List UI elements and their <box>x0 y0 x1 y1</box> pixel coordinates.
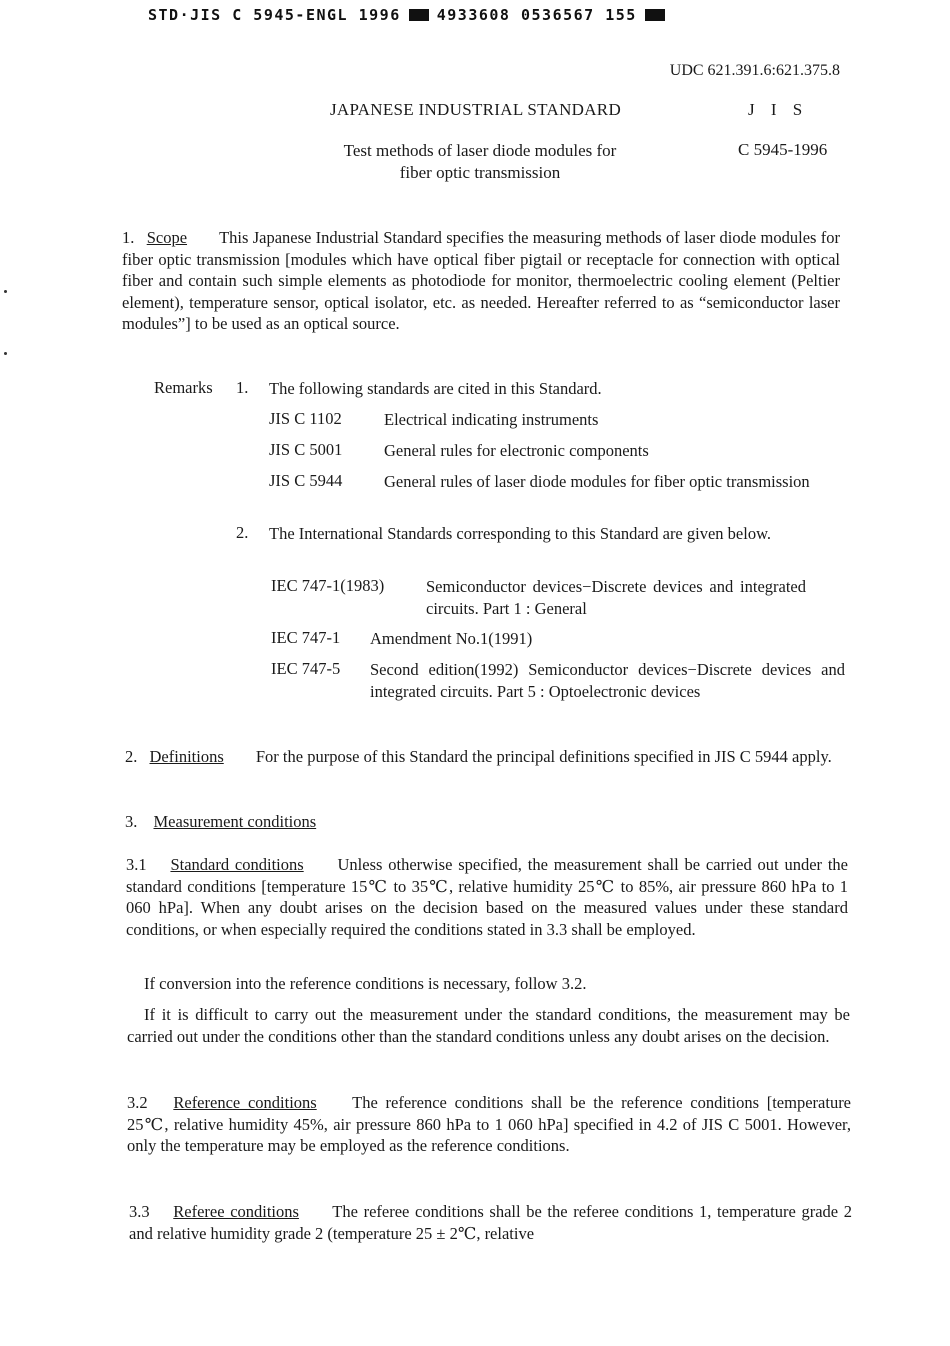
cited-standard-code: JIS C 5944 <box>269 471 343 490</box>
catalog-header <box>148 6 665 24</box>
standard-conditions-section <box>126 854 848 940</box>
definitions-text: For the purpose of this Standard the principal definitions specified in JIS C 5944 apply. <box>255 747 832 766</box>
measurement-number: 3. <box>125 812 138 831</box>
scope-heading: Scope <box>146 228 188 247</box>
definitions-section <box>125 746 845 768</box>
cited-standard-code: JIS C 5001 <box>269 440 343 459</box>
remarks-label: Remarks <box>154 378 213 397</box>
catalog-code: STD·JIS C 5945-ENGL 1996 <box>148 6 401 24</box>
s31-conversion-paragraph: If conversion into the reference conditions is necessary, follow 3.2. <box>144 974 587 993</box>
iec-standard-title: Semiconductor devices−Discrete devices and integrated circuits. Part 1 : General <box>426 577 806 618</box>
iec-standard-title: Amendment No.1(1991) <box>370 629 533 648</box>
document-code: C 5945-1996 <box>738 140 828 159</box>
remark-1-number: 1. <box>236 378 249 397</box>
udc-number: UDC 621.391.6:621.375.8 <box>669 62 840 79</box>
document-title <box>300 140 660 184</box>
definitions-number: 2. <box>125 747 138 766</box>
s31-number: 3.1 <box>126 855 147 874</box>
barcode-block-left <box>409 9 429 21</box>
cited-standard-title: Electrical indicating instruments <box>384 410 599 429</box>
s33-heading: Referee conditions <box>173 1202 299 1221</box>
s33-number: 3.3 <box>129 1202 150 1221</box>
standard-title: JAPANESE INDUSTRIAL STANDARD <box>330 100 622 119</box>
cited-standard-title: General rules for electronic components <box>384 441 649 460</box>
s31-difficult-paragraph: If it is difficult to carry out the measurement under the standard conditions, the measurement may be carried out under the conditions other than the standard conditions unless any doubt arises on the decision. <box>127 1005 850 1046</box>
s32-text: The reference conditions shall be the reference conditions [temperature 25℃, relative humidity 45%, air pressure 860 hPa to 1 060 hPa] specified in 4.2 of JIS C 5001. However, only the temperature may be employed as the reference conditions. <box>127 1093 852 1156</box>
remark-2-text: The International Standards corresponding to this Standard are given below. <box>269 524 772 543</box>
iec-standard-title: Second edition(1992) Semiconductor devices−Discrete devices and integrated circuits. Part 5 : Optoelectronic devices <box>370 660 845 701</box>
iec-standard-code: IEC 747-5 <box>271 659 341 678</box>
document-title-line1: Test methods of laser diode modules for <box>343 141 617 160</box>
iec-standard-code: IEC 747-1(1983) <box>271 576 385 595</box>
jis-label: J I S <box>748 100 809 119</box>
document-title-line2: fiber optic transmission <box>399 163 561 182</box>
measurement-section-heading <box>125 811 316 833</box>
remark-1-text: The following standards are cited in this Standard. <box>269 379 602 398</box>
s32-heading: Reference conditions <box>173 1093 317 1112</box>
scope-number: 1. <box>122 228 135 247</box>
scope-text: This Japanese Industrial Standard specifies the measuring methods of laser diode modules for fiber optic transmission [modules which have optical fiber pigtail or receptacle for connection with optical fiber and contain such simple elements as photodiode for monitor, thermoelectric cooling element (Peltier element), temperature sensor, optical isolator, etc. as needed. Hereafter referred to as “semiconductor laser modules”] to be used as an optical source. <box>122 228 841 334</box>
s31-heading: Standard conditions <box>170 855 304 874</box>
s31-text: Unless otherwise specified, the measurement shall be carried out under the standard conditions [temperature 15℃ to 35℃, relative humidity 25℃ to 85%, air pressure 860 hPa to 1 060 hPa]. When any doubt arises on the decision based on the measured values under these standard conditions, or when especially required the conditions stated in 3.3 shall be employed. <box>126 855 848 939</box>
cited-standard-code: JIS C 1102 <box>269 409 342 428</box>
referee-conditions-section <box>129 1201 852 1244</box>
cited-standard-title: General rules of laser diode modules for fiber optic transmission <box>384 472 810 491</box>
margin-dot <box>4 290 7 293</box>
remark-2-number: 2. <box>236 523 249 542</box>
scope-section <box>122 227 840 335</box>
margin-dot <box>4 352 7 355</box>
s32-number: 3.2 <box>127 1093 148 1112</box>
definitions-heading: Definitions <box>149 747 224 766</box>
iec-standard-code: IEC 747-1 <box>271 628 341 647</box>
measurement-heading: Measurement conditions <box>153 812 317 831</box>
s33-text: The referee conditions shall be the referee conditions 1, temperature grade 2 and relative humidity grade 2 (temperature 25 ± 2℃, relative <box>129 1202 852 1243</box>
barcode-block-right <box>645 9 665 21</box>
barcode-number: 4933608 0536567 155 <box>436 6 637 24</box>
reference-conditions-section <box>127 1092 851 1157</box>
